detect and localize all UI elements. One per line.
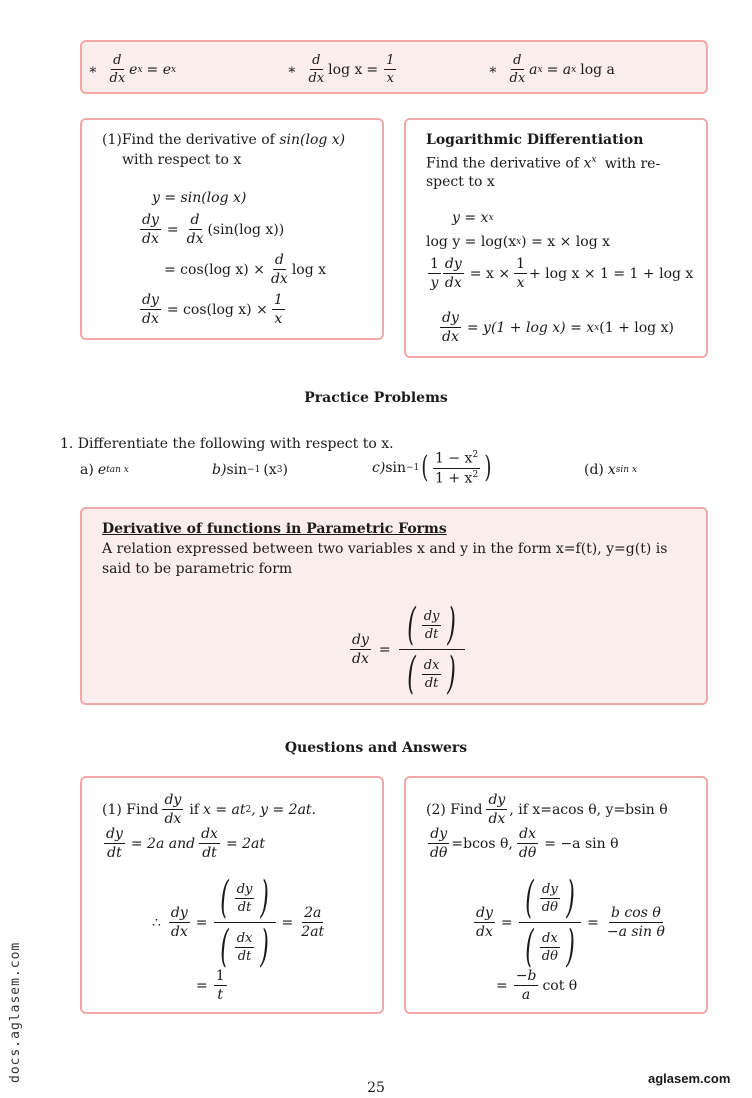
log-diff-desc: Find the derivative of $x^x$ with re-: [426, 155, 661, 172]
example-line-2: $\frac{dy}{dx}$ = $\frac{d}{dx}$ (sin(log x)): [142, 212, 285, 247]
qa1-result: = $\frac{1}{t}$: [196, 968, 225, 1003]
log-diff-line-1: y = x x: [452, 210, 494, 226]
qa2-question: (2) Find $\frac{dy}{dx}$ , if x=acos θ, y=bsin θ: [426, 792, 668, 827]
qa2-formula: $\frac{dy}{dx}$ = ( $\frac{dy}{d\theta}$ ) ( $\frac{dx}{d\theta}$ ) = $\frac{\text{b cos θ}}{\text{−a sin θ}}$: [476, 872, 665, 972]
practice-item-b: b) sin −1 (x 3 ): [212, 462, 288, 478]
log-diff-title: Logarithmic Differentiation: [426, 132, 644, 148]
example-sin-log-box: [80, 118, 384, 340]
parametric-title: Derivative of functions in Parametric Forms: [102, 521, 447, 537]
practice-question: 1. Differentiate the following with respect to x.: [60, 436, 394, 452]
qa2-line-2: $\frac{dy}{d\theta}$ =bcos θ, $\frac{dx}{d\theta}$ = −a sin θ: [430, 826, 619, 861]
example-title-2: with respect to x: [122, 152, 242, 168]
qa2-result: = $\frac{-b}{a}$ cot θ: [496, 968, 578, 1003]
formula-exp: ∗ $\frac{d}{dx}$ e x = e x: [88, 53, 177, 86]
example-title: (1)Find the derivative of sin(log x): [102, 132, 346, 148]
qa-box-2: [404, 776, 708, 1014]
log-diff-line-2: log y = log(x x ) = x × log x: [426, 234, 611, 250]
brand-logo: aglasem.com: [648, 1071, 731, 1086]
parametric-desc: A relation expressed between two variables x and y in the form x=f(t), y=g(t) is: [102, 541, 668, 557]
practice-item-c: c) sin −1 ( $\frac{1 - x^2}{1 + x^2}$ ): [372, 450, 492, 487]
qa-box-1: [80, 776, 384, 1014]
parametric-desc-2: said to be parametric form: [102, 561, 293, 577]
log-diff-line-3: $\frac{1}{y}$ $\frac{dy}{dx}$ = x × $\frac{1}{x}$ + log x × 1 = 1 + log x: [430, 256, 694, 291]
log-diff-line-4: $\frac{dy}{dx}$ = y(1 + log x) = x x (1 + log x): [442, 310, 674, 345]
practice-heading: Practice Problems: [304, 390, 448, 406]
example-line-4: $\frac{dy}{dx}$ = cos(log x) × $\frac{1}{x}$: [142, 292, 283, 327]
log-diff-desc-2: spect to x: [426, 174, 495, 190]
example-line-3: = cos(log x) × $\frac{d}{dx}$ log x: [164, 252, 327, 287]
qa1-question: (1) Find $\frac{dy}{dx}$ if x = at 2 , y = 2at.: [102, 792, 317, 827]
formula-ax: ∗ $\frac{d}{dx}$ a x = a x log a: [488, 53, 615, 86]
standard-derivatives-box: [80, 40, 708, 94]
practice-item-d: (d) x sin x: [584, 462, 638, 478]
qa-heading: Questions and Answers: [284, 740, 468, 756]
logarithmic-differentiation-box: [404, 118, 708, 358]
qa1-line-2: $\frac{dy}{dt}$ = 2a and $\frac{dx}{dt}$ = 2at: [106, 826, 266, 861]
parametric-forms-box: [80, 507, 708, 705]
parametric-formula: $\frac{dy}{dx}$ = ( $\frac{dy}{dt}$ ) ( $\frac{dx}{dt}$ ): [348, 603, 467, 696]
side-watermark: docs.aglasem.com: [8, 941, 23, 1083]
qa1-formula: ∴ $\frac{dy}{dx}$ = ( $\frac{dy}{dt}$ ) ( $\frac{dx}{dt}$ ) = $\frac{2a}{2at}$: [152, 872, 325, 972]
practice-item-a: a) e tan x: [80, 462, 129, 478]
page-number: 25: [367, 1080, 385, 1096]
formula-log: ∗ $\frac{d}{dx}$ log x = $\frac{1}{x}$: [287, 53, 395, 86]
example-line-1: y = sin(log x): [152, 190, 247, 206]
